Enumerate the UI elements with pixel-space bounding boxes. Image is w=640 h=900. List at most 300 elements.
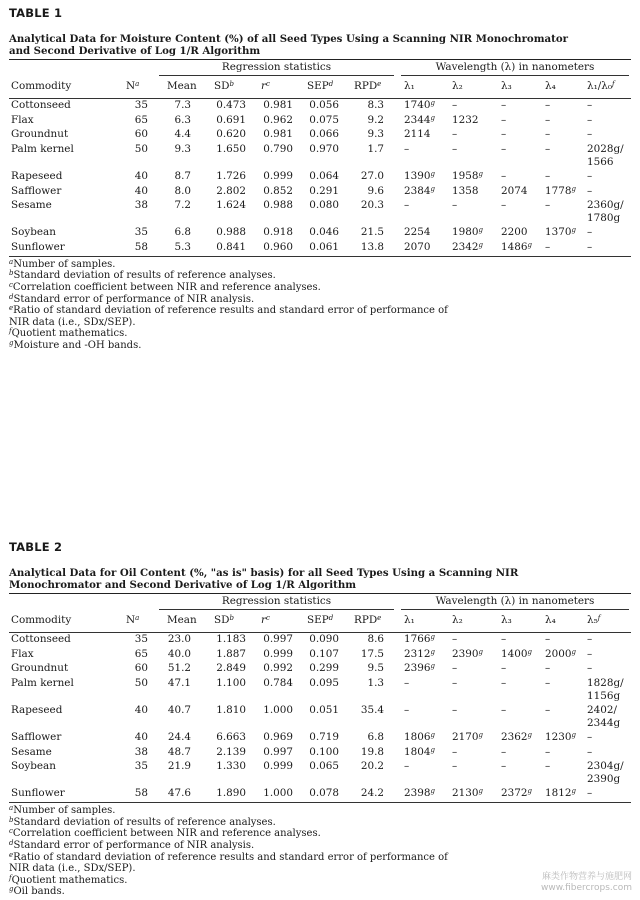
cell-sep: 0.100 [309, 745, 339, 758]
table-body [9, 99, 631, 256]
watermark-line: 麻类作物营养与施肥网 [541, 872, 632, 882]
cell-lambda4: – [545, 662, 551, 675]
cell-lambda2: – [452, 760, 458, 773]
cell-n: 35 [134, 226, 148, 239]
cell-rpd: 1.3 [367, 677, 384, 690]
table-label: TABLE 1 [9, 6, 63, 20]
table-header [9, 60, 631, 98]
cell-rpd: 35.4 [360, 704, 384, 717]
cell-commodity: Soybean [11, 760, 56, 773]
cell-commodity: Soybean [11, 226, 56, 239]
cell-r: 0.852 [263, 184, 293, 197]
cell-lambda4: – [545, 143, 551, 156]
bottom-rule [9, 802, 631, 803]
cell-lambda1: 2398$^g$ [404, 787, 435, 800]
cell-lambda3: 2362$^g$ [501, 731, 532, 744]
cell-sd: 1.330 [216, 760, 246, 773]
cell-sd: 2.849 [216, 662, 246, 675]
caption-line: and Second Derivative of Log 1/R Algorithm [9, 45, 261, 57]
cell-r: 0.997 [263, 633, 293, 645]
table-row [9, 648, 631, 663]
footnote: $^f$Quotient mathematics. [9, 327, 128, 340]
cell-lambda5: – [587, 633, 593, 645]
table-row [9, 677, 631, 704]
column-header-n: $N^a$ [126, 614, 140, 626]
cell-sd: 2.139 [216, 745, 246, 758]
cell-n: 60 [134, 128, 148, 141]
cell-lambda4: – [545, 170, 551, 183]
column-header-lambda2: λ₂ [452, 614, 463, 626]
column-header-lambda2: λ₂ [452, 80, 463, 92]
cell-lambda3: – [501, 143, 507, 156]
cell-lambda2: – [452, 633, 458, 645]
cell-sep: 0.065 [309, 760, 339, 773]
cell-n: 35 [134, 99, 148, 111]
cell-n: 58 [134, 241, 148, 254]
cell-sep: 0.056 [309, 99, 339, 111]
cell-rpd: 6.8 [367, 731, 384, 744]
cell-rpd: 1.7 [367, 143, 384, 156]
cell-lambda5: – [587, 226, 593, 239]
column-header-lambda5: λ₁/λ₀$^f$ [587, 80, 615, 92]
cell-lambda5: – [587, 731, 593, 744]
column-header-mean: Mean [167, 80, 197, 92]
cell-mean: 40.0 [167, 647, 191, 660]
cell-sd: 2.802 [216, 184, 246, 197]
footnote: $^d$Standard error of performance of NIR analysis. [9, 838, 255, 851]
caption-line: Monochromator and Second Derivative of Log 1/R Algorithm [9, 579, 357, 591]
cell-lambda5: 2304g/ 2390g [587, 760, 624, 786]
table-header [9, 594, 631, 632]
cell-lambda5: – [587, 128, 593, 141]
cell-lambda5: 1828g/ 1156g [587, 677, 624, 703]
cell-r: 0.790 [263, 143, 293, 156]
cell-sep: 0.064 [309, 170, 339, 183]
cell-lambda5: – [587, 241, 593, 254]
cell-lambda1: – [404, 199, 410, 212]
cell-rpd: 17.5 [360, 647, 384, 660]
watermark [541, 872, 632, 894]
cell-lambda2: – [452, 143, 458, 156]
column-header-r: $r^c$ [261, 614, 270, 626]
column-header-lambda4: λ₄ [545, 614, 556, 626]
table-row [9, 199, 631, 226]
column-header-sd: $SD^b$ [214, 614, 234, 626]
cell-mean: 23.0 [167, 633, 191, 645]
cell-sd: 0.841 [216, 241, 246, 254]
table-row [9, 633, 631, 648]
footnote: $^b$Standard deviation of results of reference analyses. [9, 269, 276, 282]
cell-sep: 0.080 [309, 199, 339, 212]
column-header-lambda1: λ₁ [404, 80, 415, 92]
table-row [9, 128, 631, 143]
cell-lambda3: – [501, 662, 507, 675]
cell-r: 0.992 [263, 662, 293, 675]
column-header-rpd: RPD$^e$ [354, 80, 382, 92]
footnote: $^g$Moisture and -OH bands. [9, 338, 142, 351]
cell-mean: 47.6 [167, 787, 191, 800]
cell-n: 40 [134, 184, 148, 197]
cell-lambda1: 1390$^g$ [404, 170, 435, 183]
cell-lambda5: – [587, 662, 593, 675]
cell-sep: 0.299 [309, 662, 339, 675]
cell-lambda3: 2200 [501, 226, 528, 239]
cell-lambda4: – [545, 199, 551, 212]
cell-rpd: 8.3 [367, 99, 384, 111]
cell-lambda2: 1980$^g$ [452, 226, 483, 239]
cell-lambda4: 1370$^g$ [545, 226, 576, 239]
cell-r: 0.999 [263, 760, 293, 773]
cell-commodity: Groundnut [11, 128, 69, 141]
cell-lambda2: 2130$^g$ [452, 787, 483, 800]
footnote: $^c$Correlation coefficient between NIR and reference analyses. [9, 281, 321, 293]
column-header-sep: SEP$^d$ [307, 614, 334, 626]
cell-lambda2: – [452, 199, 458, 212]
cell-r: 0.784 [263, 677, 293, 690]
caption-line: Analytical Data for Oil Content (%, "as is" basis) for all Seed Types Using a Scanning NIR [9, 567, 519, 579]
column-header-n: $N^a$ [126, 80, 140, 92]
cell-sd: 0.988 [216, 226, 246, 239]
cell-sep: 0.066 [309, 128, 339, 141]
cell-commodity: Rapeseed [11, 170, 63, 183]
cell-rpd: 24.2 [360, 787, 384, 800]
cell-commodity: Safflower [11, 731, 62, 744]
cell-commodity: Rapeseed [11, 704, 63, 717]
cell-lambda1: 2384$^g$ [404, 184, 435, 197]
cell-r: 0.918 [263, 226, 293, 239]
cell-rpd: 13.8 [360, 241, 384, 254]
cell-lambda2: – [452, 128, 458, 141]
cell-lambda5: – [587, 184, 593, 197]
cell-lambda3: – [501, 704, 507, 717]
cell-lambda5: – [587, 170, 593, 183]
cell-lambda3: – [501, 745, 507, 758]
cell-n: 40 [134, 731, 148, 744]
cell-lambda5: – [587, 99, 593, 111]
column-header-lambda1: λ₁ [404, 614, 415, 626]
footnote: $^a$Number of samples. [9, 804, 116, 817]
cell-lambda1: – [404, 677, 410, 690]
cell-n: 58 [134, 787, 148, 800]
cell-lambda4: – [545, 745, 551, 758]
cell-lambda3: – [501, 760, 507, 773]
cell-lambda2: 1958$^g$ [452, 170, 483, 183]
cell-lambda1: 1806$^g$ [404, 731, 435, 744]
cell-n: 38 [134, 745, 148, 758]
cell-r: 0.999 [263, 647, 293, 660]
cell-mean: 6.3 [174, 113, 191, 126]
cell-n: 50 [134, 143, 148, 156]
cell-lambda1: 2312$^g$ [404, 647, 435, 660]
footnote: $^a$Number of samples. [9, 257, 116, 270]
cell-sd: 0.691 [216, 113, 246, 126]
column-header-commodity: Commodity [11, 80, 72, 92]
cell-mean: 47.1 [167, 677, 191, 690]
cell-n: 65 [134, 113, 148, 126]
cell-sd: 0.620 [216, 128, 246, 141]
cell-sep: 0.970 [309, 143, 339, 156]
cell-lambda1: 1804$^g$ [404, 745, 435, 758]
cell-rpd: 9.3 [367, 128, 384, 141]
cell-lambda1: 1766$^g$ [404, 633, 435, 645]
cell-sep: 0.090 [309, 633, 339, 645]
cell-lambda3: – [501, 113, 507, 126]
cell-n: 65 [134, 647, 148, 660]
cell-r: 0.969 [263, 731, 293, 744]
cell-commodity: Cottonseed [11, 99, 71, 111]
cell-lambda3: – [501, 170, 507, 183]
footnote: $^c$Correlation coefficient between NIR and reference analyses. [9, 827, 321, 840]
footnote: $^b$Standard deviation of results of reference analyses. [9, 815, 276, 828]
bottom-rule [9, 256, 631, 257]
cell-lambda2: 1358 [452, 184, 479, 197]
group-rule [401, 75, 629, 76]
cell-sep: 0.719 [309, 731, 339, 744]
cell-lambda1: – [404, 143, 410, 156]
cell-r: 0.981 [263, 99, 293, 111]
cell-lambda1: – [404, 704, 410, 717]
cell-sep: 0.078 [309, 787, 339, 800]
cell-rpd: 9.5 [367, 662, 384, 675]
group-rule [159, 75, 394, 76]
footnote: $^e$Ratio of standard deviation of reference results and standard error of performance of [9, 304, 448, 317]
cell-sd: 1.624 [216, 199, 246, 212]
column-header-lambda3: λ₃ [501, 614, 512, 626]
cell-lambda4: – [545, 113, 551, 126]
cell-lambda5: 2360g/ 1780g [587, 199, 624, 225]
cell-sd: 1.810 [216, 704, 246, 717]
cell-lambda2: – [452, 99, 458, 111]
cell-lambda4: – [545, 241, 551, 254]
cell-sd: 1.726 [216, 170, 246, 183]
cell-mean: 9.3 [174, 143, 191, 156]
column-header-sep: SEP$^d$ [307, 80, 334, 92]
group-rule [401, 609, 629, 610]
cell-lambda1: 2396$^g$ [404, 662, 435, 675]
cell-r: 1.000 [263, 704, 293, 717]
footnote: $^e$Ratio of standard deviation of reference results and standard error of performance of [9, 850, 448, 863]
cell-commodity: Safflower [11, 184, 62, 197]
cell-commodity: Groundnut [11, 662, 69, 675]
cell-sd: 1.183 [216, 633, 246, 645]
cell-commodity: Flax [11, 647, 34, 660]
table-row [9, 704, 631, 731]
cell-n: 35 [134, 760, 148, 773]
cell-rpd: 9.6 [367, 184, 384, 197]
cell-lambda3: – [501, 128, 507, 141]
cell-mean: 7.3 [174, 99, 191, 111]
column-header-r: $r^c$ [261, 80, 270, 92]
footnotes [9, 805, 631, 898]
cell-lambda3: – [501, 633, 507, 645]
cell-lambda2: – [452, 662, 458, 675]
cell-rpd: 20.3 [360, 199, 384, 212]
table-caption [9, 567, 631, 591]
cell-lambda2: – [452, 704, 458, 717]
cell-n: 40 [134, 170, 148, 183]
cell-mean: 8.7 [174, 170, 191, 183]
column-header-rpd: RPD$^e$ [354, 614, 382, 626]
footnote: $^d$Standard error of performance of NIR analysis. [9, 292, 255, 305]
table-row [9, 143, 631, 170]
cell-lambda3: 2372$^g$ [501, 787, 532, 800]
cell-lambda4: – [545, 760, 551, 773]
table-1 [9, 6, 631, 352]
group-header-regression: Regression statistics [221, 595, 332, 607]
cell-lambda1: 1740$^g$ [404, 99, 435, 111]
cell-sd: 1.890 [216, 787, 246, 800]
cell-lambda4: – [545, 633, 551, 645]
cell-lambda3: – [501, 677, 507, 690]
cell-mean: 4.4 [174, 128, 191, 141]
table-row [9, 226, 631, 241]
table-row [9, 99, 631, 114]
cell-lambda5: 2402/ 2344g [587, 704, 621, 730]
cell-commodity: Palm kernel [11, 143, 74, 156]
cell-lambda3: 1486$^g$ [501, 241, 532, 254]
cell-mean: 48.7 [167, 745, 191, 758]
cell-mean: 6.8 [174, 226, 191, 239]
cell-lambda1: – [404, 760, 410, 773]
group-header-regression: Regression statistics [221, 61, 332, 73]
cell-sep: 0.051 [309, 704, 339, 717]
cell-lambda5: – [587, 745, 593, 758]
cell-lambda2: 2342$^g$ [452, 241, 483, 254]
cell-lambda4: 1230$^g$ [545, 731, 576, 744]
table-row [9, 662, 631, 677]
cell-lambda4: – [545, 677, 551, 690]
cell-n: 50 [134, 677, 148, 690]
cell-r: 0.981 [263, 128, 293, 141]
column-header-commodity: Commodity [11, 614, 72, 626]
cell-commodity: Sesame [11, 199, 52, 212]
group-header-wavelength: Wavelength (λ) in nanometers [435, 61, 595, 73]
footnote: NIR data (i.e., SDx/SEP). [9, 316, 136, 328]
cell-lambda1: 2114 [404, 128, 431, 141]
cell-lambda3: – [501, 99, 507, 111]
cell-lambda3: 2074 [501, 184, 528, 197]
cell-rpd: 20.2 [360, 760, 384, 773]
footnotes [9, 259, 631, 352]
cell-r: 0.997 [263, 745, 293, 758]
table-2 [9, 540, 631, 898]
cell-n: 35 [134, 633, 148, 645]
cell-lambda5: – [587, 113, 593, 126]
cell-lambda2: 2170$^g$ [452, 731, 483, 744]
table-row [9, 731, 631, 746]
cell-lambda4: 2000$^g$ [545, 647, 576, 660]
cell-r: 0.999 [263, 170, 293, 183]
cell-mean: 51.2 [167, 662, 191, 675]
cell-mean: 21.9 [167, 760, 191, 773]
cell-lambda2: 1232 [452, 113, 479, 126]
cell-lambda1: 2070 [404, 241, 431, 254]
cell-commodity: Cottonseed [11, 633, 71, 645]
cell-sd: 6.663 [216, 731, 246, 744]
cell-sep: 0.075 [309, 113, 339, 126]
cell-n: 60 [134, 662, 148, 675]
cell-rpd: 8.6 [367, 633, 384, 645]
cell-r: 0.988 [263, 199, 293, 212]
cell-r: 1.000 [263, 787, 293, 800]
cell-sd: 1.650 [216, 143, 246, 156]
cell-mean: 7.2 [174, 199, 191, 212]
cell-lambda3: – [501, 199, 507, 212]
group-header-wavelength: Wavelength (λ) in nanometers [435, 595, 595, 607]
table-row [9, 185, 631, 200]
column-header-lambda3: λ₃ [501, 80, 512, 92]
cell-sd: 1.100 [216, 677, 246, 690]
cell-rpd: 21.5 [360, 226, 384, 239]
group-rule [159, 609, 394, 610]
cell-mean: 8.0 [174, 184, 191, 197]
cell-lambda1: 2344$^g$ [404, 113, 435, 126]
cell-lambda4: – [545, 99, 551, 111]
table-label: TABLE 2 [9, 540, 63, 554]
cell-lambda2: – [452, 677, 458, 690]
cell-lambda5: 2028g/ 1566 [587, 143, 624, 169]
cell-n: 38 [134, 199, 148, 212]
cell-lambda2: 2390$^g$ [452, 647, 483, 660]
table-body [9, 633, 631, 802]
column-header-lambda4: λ₄ [545, 80, 556, 92]
cell-commodity: Palm kernel [11, 677, 74, 690]
footnote: NIR data (i.e., SDx/SEP). [9, 863, 136, 875]
cell-lambda5: – [587, 787, 593, 800]
cell-commodity: Sesame [11, 745, 52, 758]
cell-r: 0.962 [263, 113, 293, 126]
table-row [9, 787, 631, 802]
cell-mean: 5.3 [174, 241, 191, 254]
table-caption [9, 33, 631, 57]
cell-lambda4: 1812$^g$ [545, 787, 576, 800]
cell-sep: 0.107 [309, 647, 339, 660]
cell-rpd: 19.8 [360, 745, 384, 758]
cell-rpd: 27.0 [360, 170, 384, 183]
cell-lambda5: – [587, 647, 593, 660]
cell-lambda4: – [545, 128, 551, 141]
cell-commodity: Sunflower [11, 241, 65, 254]
footnote: $^f$Quotient mathematics. [9, 873, 128, 886]
watermark-line: www.fibercrops.com [541, 883, 632, 893]
cell-sep: 0.061 [309, 241, 339, 254]
cell-lambda2: – [452, 745, 458, 758]
column-header-lambda5: λ₅$^f$ [587, 614, 601, 626]
cell-commodity: Flax [11, 113, 34, 126]
cell-sd: 0.473 [216, 99, 246, 111]
column-header-sd: $SD^b$ [214, 80, 234, 92]
cell-sd: 1.887 [216, 647, 246, 660]
cell-sep: 0.046 [309, 226, 339, 239]
table-row [9, 170, 631, 185]
cell-rpd: 9.2 [367, 113, 384, 126]
cell-lambda4: 1778$^g$ [545, 184, 576, 197]
cell-sep: 0.095 [309, 677, 339, 690]
cell-lambda1: 2254 [404, 226, 431, 239]
cell-mean: 40.7 [167, 704, 191, 717]
cell-sep: 0.291 [309, 184, 339, 197]
cell-r: 0.960 [263, 241, 293, 254]
footnote: $^g$Oil bands. [9, 885, 65, 898]
cell-commodity: Sunflower [11, 787, 65, 800]
cell-lambda4: – [545, 704, 551, 717]
table-row [9, 241, 631, 256]
cell-n: 40 [134, 704, 148, 717]
cell-lambda3: 1400$^g$ [501, 647, 532, 660]
table-row [9, 114, 631, 129]
table-row [9, 760, 631, 787]
cell-mean: 24.4 [167, 731, 191, 744]
